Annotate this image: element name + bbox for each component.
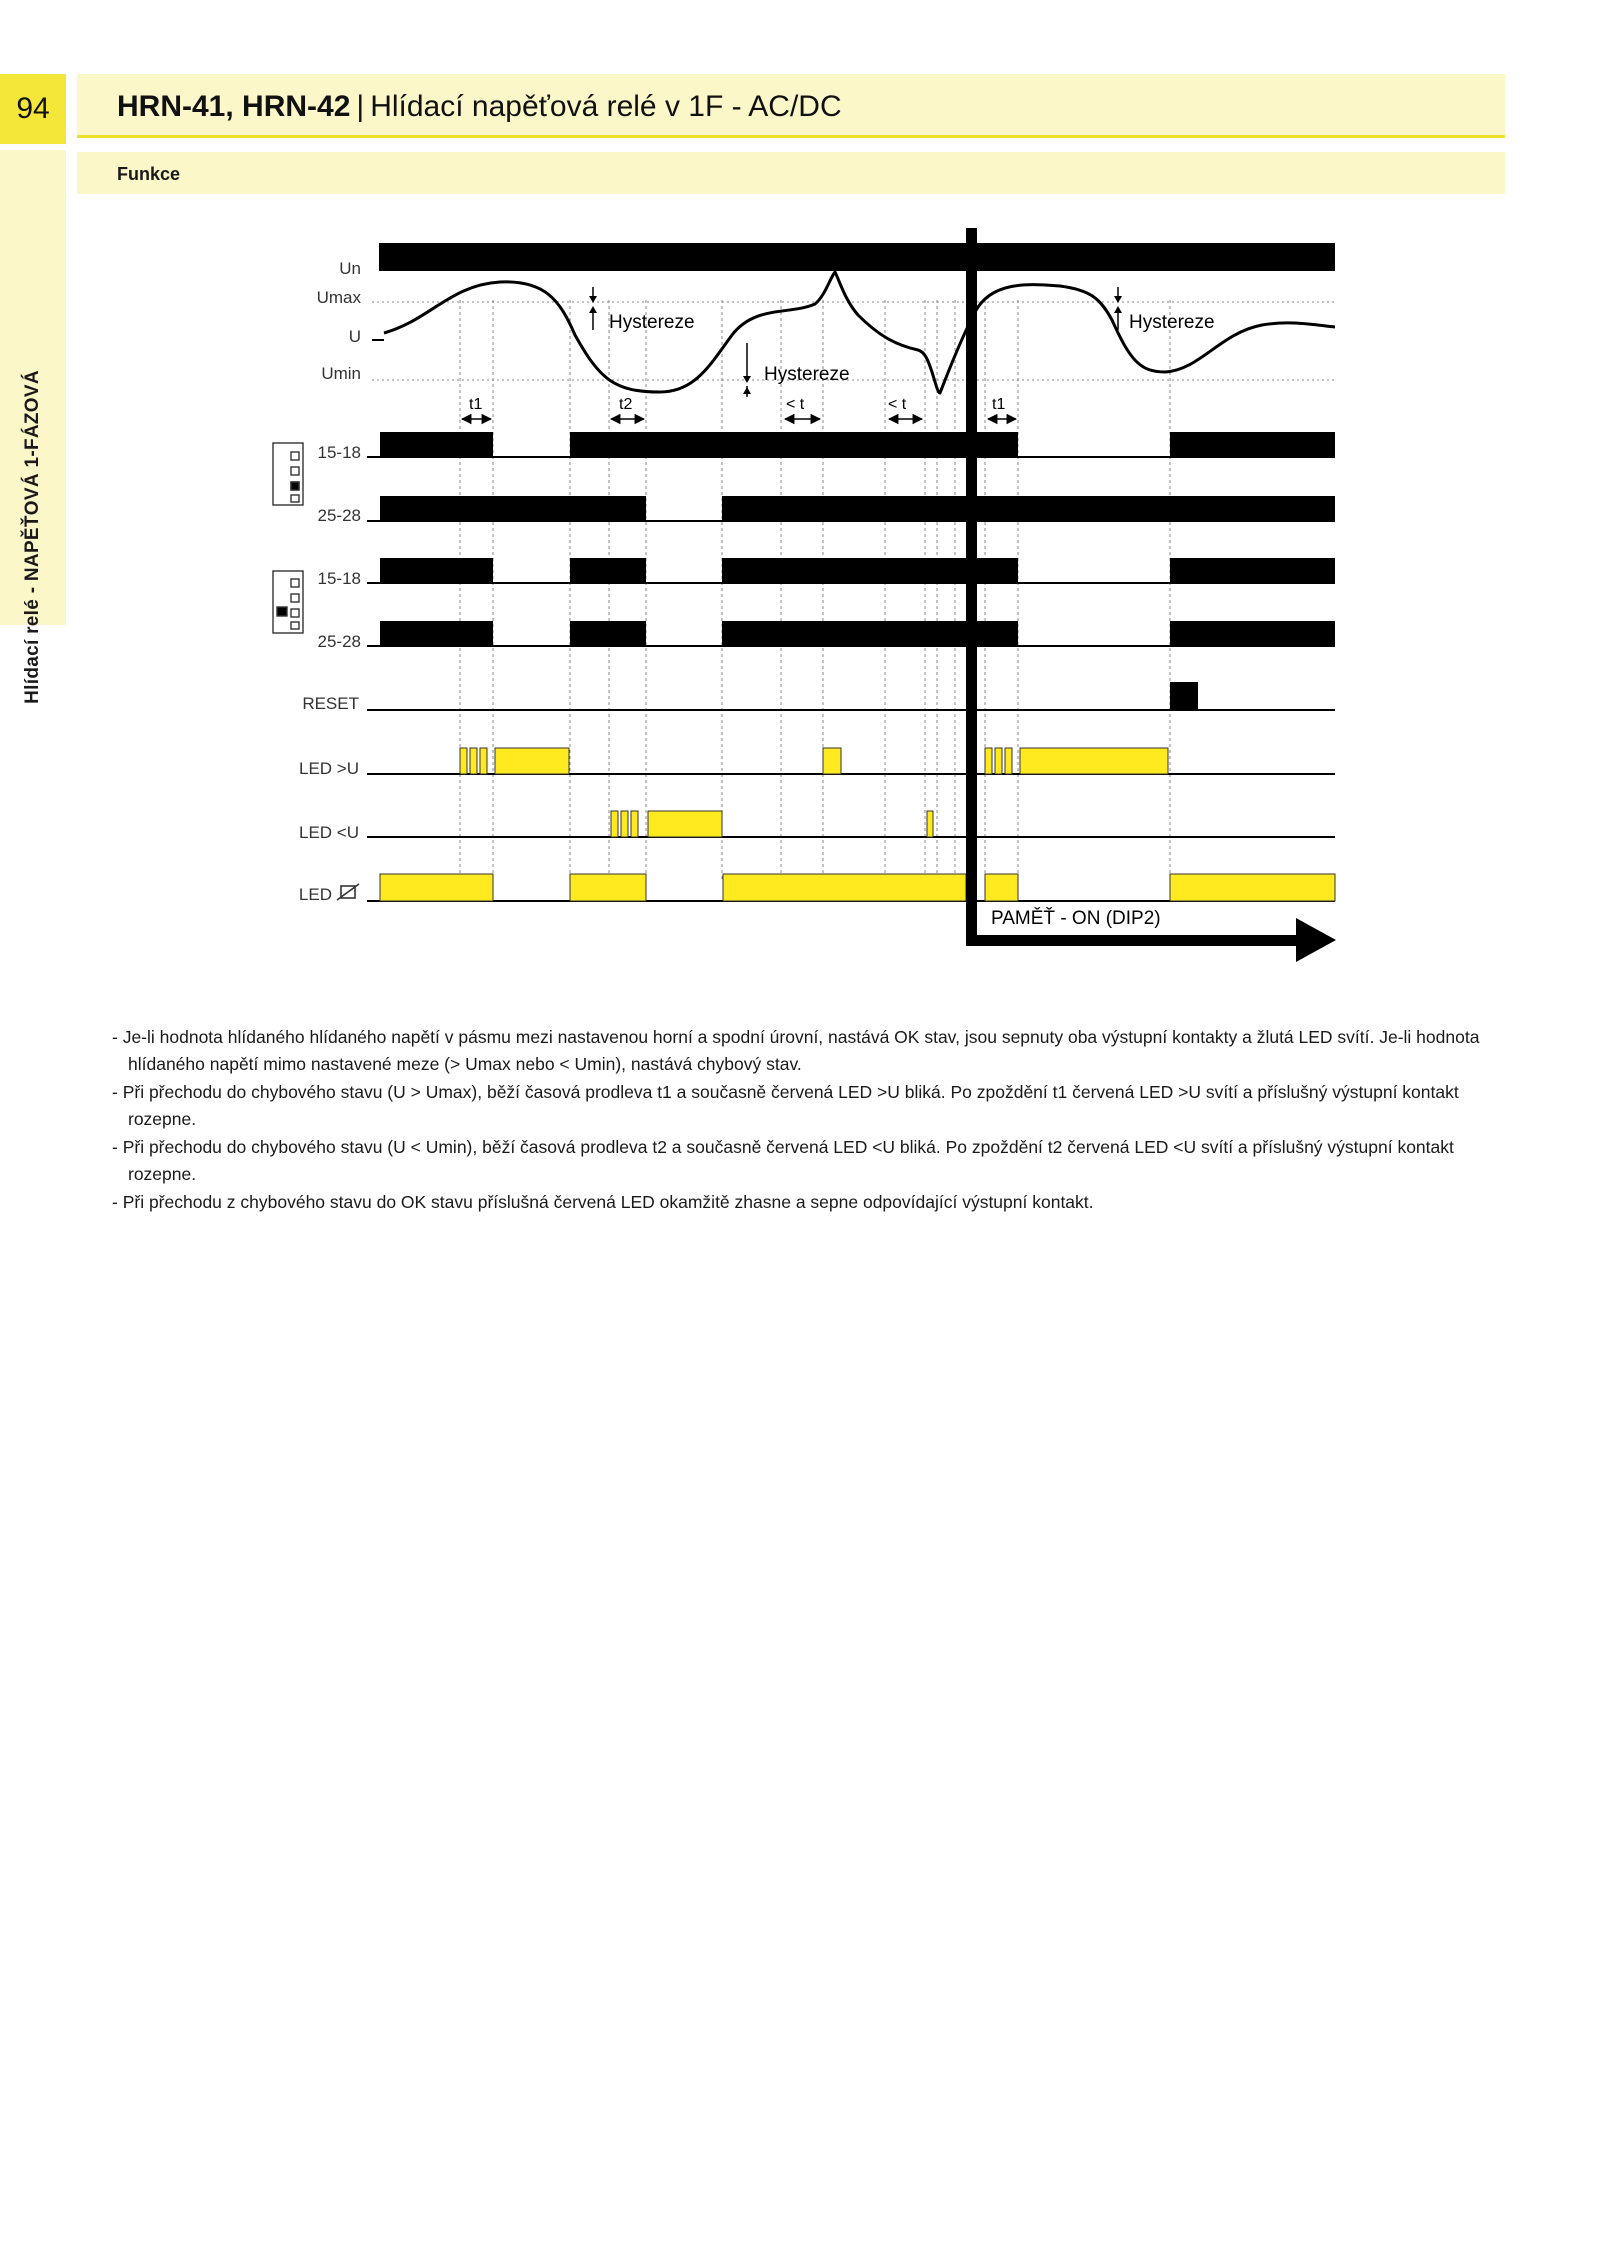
description-paragraph: - Při přechodu do chybového stavu (U < Umin), běží časová prodleva t2 a současně červená LED <U bliká. Po zpoždění t2 červená LED <U svítí a příslušný výstupní kontakt rozepne. xyxy=(112,1137,1454,1184)
t2-label: t2 xyxy=(619,396,633,413)
dip-switch-icon xyxy=(273,571,303,633)
u-label: U xyxy=(348,327,361,346)
hysteresis-label: Hystereze xyxy=(1129,312,1215,333)
description-paragraph: - Při přechodu z chybového stavu do OK stavu příslušná červená LED okamžitě zhasne a sepne odpovídající výstupní kontakt. xyxy=(112,1192,1094,1212)
umax-label: Umax xyxy=(316,288,361,307)
timing-diagram xyxy=(0,0,1600,1000)
led-over-signal xyxy=(460,748,1168,774)
contact-1518-signal xyxy=(380,558,1335,583)
hysteresis-label: Hystereze xyxy=(764,364,850,385)
contact-1518-label: 15-18 xyxy=(317,569,361,588)
description-paragraph: - Při přechodu do chybového stavu (U > Umax), běží časová prodleva t1 a současně červená LED >U bliká. Po zpoždění t1 červená LED >U svítí a příslušný výstupní kontakt rozepne. xyxy=(112,1082,1459,1129)
t1-label: t1 xyxy=(992,396,1006,413)
led-over-label: LED >U xyxy=(299,759,359,778)
led-relay-signal xyxy=(380,874,1335,901)
section-title: Funkce xyxy=(117,164,181,184)
title-separator: | xyxy=(356,90,365,123)
sidebar-label: Hlídací relé - NAPĚŤOVÁ 1-FÁZOVÁ xyxy=(22,370,43,704)
contact-2528-label: 25-28 xyxy=(317,506,361,525)
led-under-label: LED <U xyxy=(299,823,359,842)
contact-2528-signal xyxy=(380,621,1335,646)
contact-1518-label: 15-18 xyxy=(317,443,361,462)
description-text xyxy=(112,1024,1522,1217)
t1-label: t1 xyxy=(469,396,483,413)
hysteresis-label: Hystereze xyxy=(609,312,695,333)
led-relay-label: LED xyxy=(298,885,332,904)
signal-baselines xyxy=(367,457,1335,901)
lt-label: < t xyxy=(888,396,907,413)
memory-marker xyxy=(966,228,1336,962)
product-title: Hlídací napěťová relé v 1F - AC/DC xyxy=(370,90,842,123)
dip-switch-icon xyxy=(273,443,303,505)
contact-2528-signal xyxy=(380,496,1335,521)
reset-label: RESET xyxy=(302,694,359,713)
umin-label: Umin xyxy=(321,364,361,383)
reset-pulse xyxy=(1170,682,1198,710)
relay-coil-icon xyxy=(337,884,359,900)
description-paragraph: - Je-li hodnota hlídaného hlídaného napětí v pásmu mezi nastavenou horní a spodní úrovní, nastává OK stav, jsou sepnuty oba výstupní kontakty a žlutá LED svítí. Je-li hodnota hlídaného napětí mimo nastavené meze (> Umax nebo < Umin), nastává chybový stav. xyxy=(112,1027,1480,1074)
timing-guides xyxy=(460,300,1170,880)
model-name: HRN-41, HRN-42 xyxy=(117,90,351,123)
memory-label: PAMĚŤ - ON (DIP2) xyxy=(991,908,1161,929)
lt-label: < t xyxy=(786,396,805,413)
page-number: 94 xyxy=(0,74,66,144)
un-bar xyxy=(379,243,1335,271)
contact-1518-signal xyxy=(380,432,1335,457)
contact-2528-label: 25-28 xyxy=(317,632,361,651)
un-label: Un xyxy=(339,259,361,278)
